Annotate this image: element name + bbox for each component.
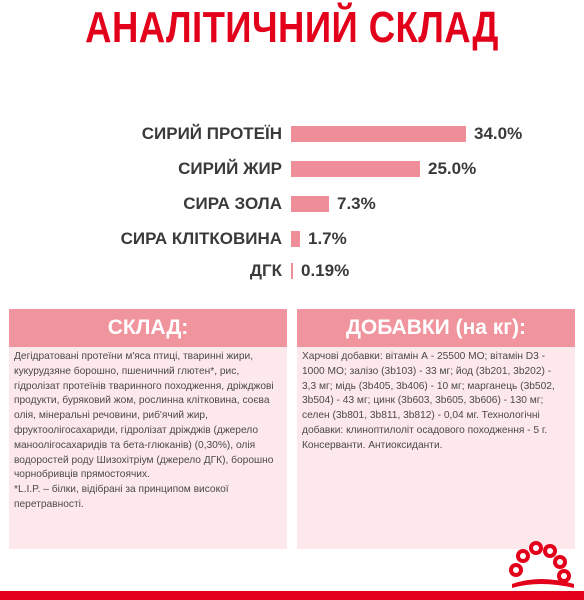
chart-bar [291, 196, 329, 212]
chart-bar [291, 126, 466, 142]
chart-value-label: 25.0% [428, 159, 477, 178]
bottom-accent-bar [0, 591, 584, 600]
chart-row [0, 154, 584, 184]
chart-category-label: ДГК [249, 261, 282, 280]
chart-value-label: 1.7% [308, 229, 347, 248]
composition-panel [9, 347, 287, 549]
chart-row [0, 224, 584, 254]
chart-row [0, 256, 584, 286]
additives-panel [297, 347, 575, 549]
chart-category-label: СИРА КЛІТКОВИНА [120, 229, 282, 248]
chart-value-label: 0.19% [301, 261, 350, 280]
chart-value-label: 34.0% [474, 124, 523, 143]
chart-category-label: СИРИЙ ПРОТЕЇН [141, 124, 282, 143]
composition-text: Дегідратовані протеїни м'яса птиці, тваринні жири, кукурудзяне борошно, пшеничний глютен*, рис, гідролізат протеїнів тваринного походження, дріжджові продукти, буряковий жом, рослинна клітковина, соєва олія, мінеральні речовини, риб'ячий жир, фруктоолігосахариди, гідролізат дріжджів (джерело маноолігосахаридів та бета-глюканів) (0,30%), олія водоростей роду Шизохітріум (джерело ДГК), борошно чорнобривців прямостоячих. [14, 351, 274, 481]
chart-bar [291, 231, 300, 247]
chart-category-label: СИРИЙ ЖИР [178, 159, 282, 178]
chart-row [0, 189, 584, 219]
additives-text: Харчові добавки: вітамін А - 25500 МО; вітамін D3 - 1000 МО; залізо (3b103) - 33 мг; йод (3b201, 3b202) - 3,3 мг; мідь (3b405, 3b406) - 10 мг; марганець (3b502, 3b504) - 43 мг; цинк (3b603, 3b605, 3b606) - 130 мг; селен (3b801, 3b811, 3b812) - 0,04 мг. Технологічні добавки: клиноптилоліт осадового походження - 5 г. Консерванти. Антиоксиданти. [302, 351, 555, 451]
composition-header: СКЛАД: [9, 309, 287, 347]
chart-row [0, 119, 584, 149]
chart-value-label: 7.3% [337, 194, 376, 213]
chart-bar [291, 263, 293, 279]
chart-bar [291, 161, 420, 177]
chart-category-label: СИРА ЗОЛА [183, 194, 282, 213]
additives-header: ДОБАВКИ (на кг): [297, 309, 575, 347]
composition-note: *L.I.P. – білки, відібрані за принципом високої перетравності. [14, 484, 229, 510]
royal-canin-crown-logo-icon [500, 524, 580, 592]
page-title: АНАЛІТИЧНИЙ СКЛАД [85, 3, 499, 52]
